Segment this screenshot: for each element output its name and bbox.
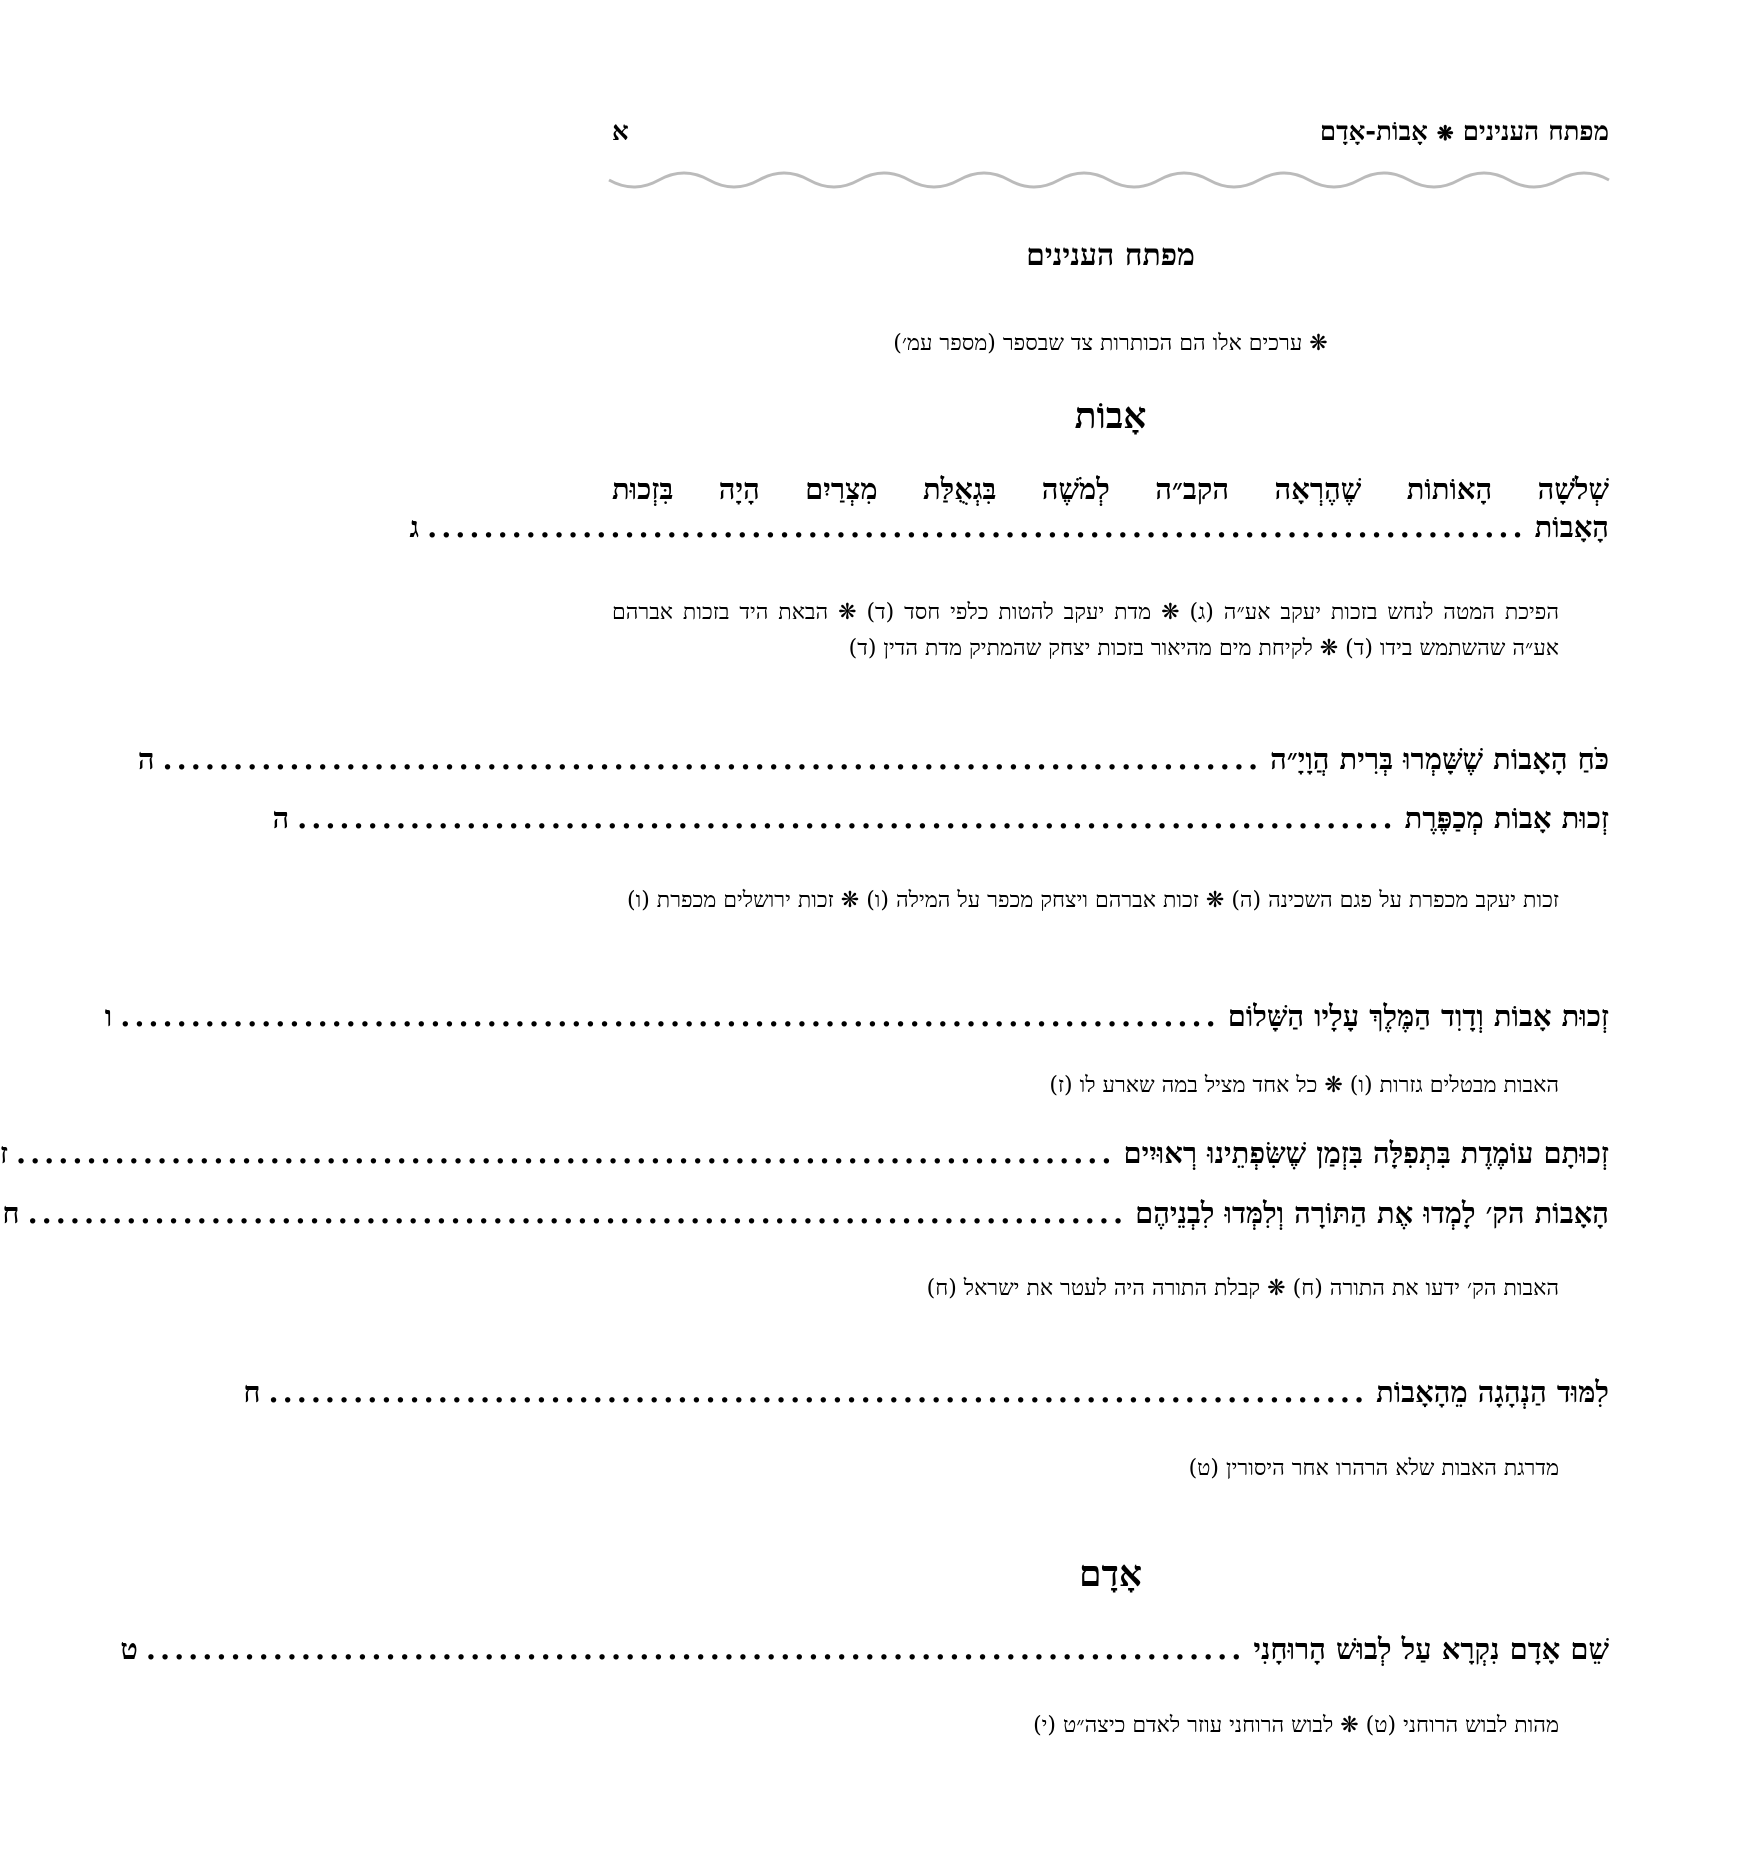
flower-separator-icon: ❋: [1436, 121, 1454, 145]
index-entry: [243, 1373, 1609, 1411]
entry-page: ג: [409, 510, 420, 544]
entry-page: ט: [120, 1632, 138, 1666]
dot-leader: ..............................................................................: [268, 1375, 1369, 1409]
entry-title: הָאָבוֹת הק׳ לָמְדוּ אֶת הַתּוֹרָה וְלִמְּדוּ לִבְנֵיהֶם: [1135, 1196, 1609, 1230]
section-heading: אָבוֹת: [1074, 395, 1147, 437]
dot-leader: ..............................................................................: [145, 1632, 1246, 1666]
page-letter: א: [612, 117, 629, 147]
entry-subtopics: מדרגת האבות שלא הרהרו אחר היסורין (ט): [1188, 1456, 1559, 1481]
decorative-ornament: [609, 172, 1609, 198]
entry-page: ה: [272, 801, 290, 835]
entry-title: הָאָבוֹת: [1534, 510, 1609, 544]
entry-page: ה: [137, 742, 155, 776]
header-title: מפתח הענינים: [1462, 117, 1609, 147]
entry-subtopics: מהות לבוש הרוחני (ט) ❋ לבוש הרוחני עוזר לאדם כיצה״ט (י): [1033, 1713, 1559, 1738]
entry-page: ו: [104, 999, 113, 1033]
entry-page: ח: [243, 1375, 261, 1409]
index-entry: [2, 1194, 1609, 1232]
entry-title: זְכוּתָם עוֹמֶדֶת בִּתְפִלָּה בִּזְמַן שֶׁשִּׂפְתֵינוּ רְאוּיִים: [1123, 1136, 1609, 1170]
index-entry: [272, 799, 1609, 837]
section-heading: אָדָם: [1079, 1553, 1142, 1595]
index-entry: [120, 1630, 1609, 1668]
entry-title: שֵׁם אָדָם נִקְרָא עַל לְבוּשׁ הָרוּחָנִי: [1253, 1632, 1609, 1666]
dot-leader: ..............................................................................: [27, 1196, 1128, 1230]
dot-leader: ..............................................................................: [297, 801, 1397, 835]
index-entry: [104, 997, 1609, 1035]
header-section-range: אָבוֹת-אָדָם: [1319, 117, 1428, 147]
running-header: [612, 112, 1609, 152]
header-title-group: [1320, 117, 1609, 147]
entry-title: כֹּחַ הָאָבוֹת שֶׁשָּׁמְרוּ בְּרִית הֲוָיָ״ה: [1270, 742, 1609, 776]
dot-leader: ..............................................................................: [120, 999, 1220, 1033]
dot-leader: ..............................................................................: [162, 742, 1263, 776]
page-subtitle: ❋ ערכים אלו הם הכותרות צד שבספר (מספר עמ׳): [893, 331, 1328, 356]
index-entry: [409, 470, 1609, 546]
page-title: מפתח הענינים: [1026, 238, 1195, 273]
entry-title: לִמּוּד הַנְהָגָה מֵהָאָבוֹת: [1376, 1375, 1609, 1409]
entry-subtopics: האבות מבטלים גזרות (ו) ❋ כל אחד מציל במה שארע לו (ז): [1049, 1073, 1559, 1098]
index-entry: [137, 740, 1609, 778]
entry-title: זְכוּת אָבוֹת מְכַפֶּרֶת: [1404, 801, 1609, 835]
entry-title: זְכוּת אָבוֹת וְדָוִד הַמֶּלֶךְ עָלָיו הַשָּׁלוֹם: [1227, 999, 1609, 1033]
dot-leader: ..............................................................................: [15, 1136, 1116, 1170]
index-entry: [0, 1134, 1609, 1172]
entry-subtopics: הפיכת המטה לנחש בזכות יעקב אע״ה (ג) ❋ מדת יעקב להטות כלפי חסד (ד) ❋ הבאת היד בזכות אברהם אע״ה שהשתמש בידו (ד) ❋ לקיחת מים מהיאור בזכות יצחק שהמתיק מדת הדין (ד): [612, 600, 1559, 661]
entry-title-line: שְׁלֹשָׁה הָאוֹתוֹת שֶׁהֶרְאָה הקב״ה לְמֹשֶׁה בִּגְאֻלַּת מִצְרַיִם הָיָה בִּזְכוּת: [612, 472, 1609, 506]
entry-page: ז: [0, 1136, 8, 1170]
entry-page: ח: [2, 1196, 20, 1230]
entry-subtopics: האבות הק׳ ידעו את התורה (ח) ❋ קבלת התורה היה לעטר את ישראל (ח): [926, 1276, 1559, 1301]
entry-subtopics: זכות יעקב מכפרת על פגם השכינה (ה) ❋ זכות אברהם ויצחק מכפר על המילה (ו) ❋ זכות ירושלים מכפרת (ו): [626, 888, 1559, 913]
dot-leader: ..............................................................................: [427, 510, 1527, 544]
